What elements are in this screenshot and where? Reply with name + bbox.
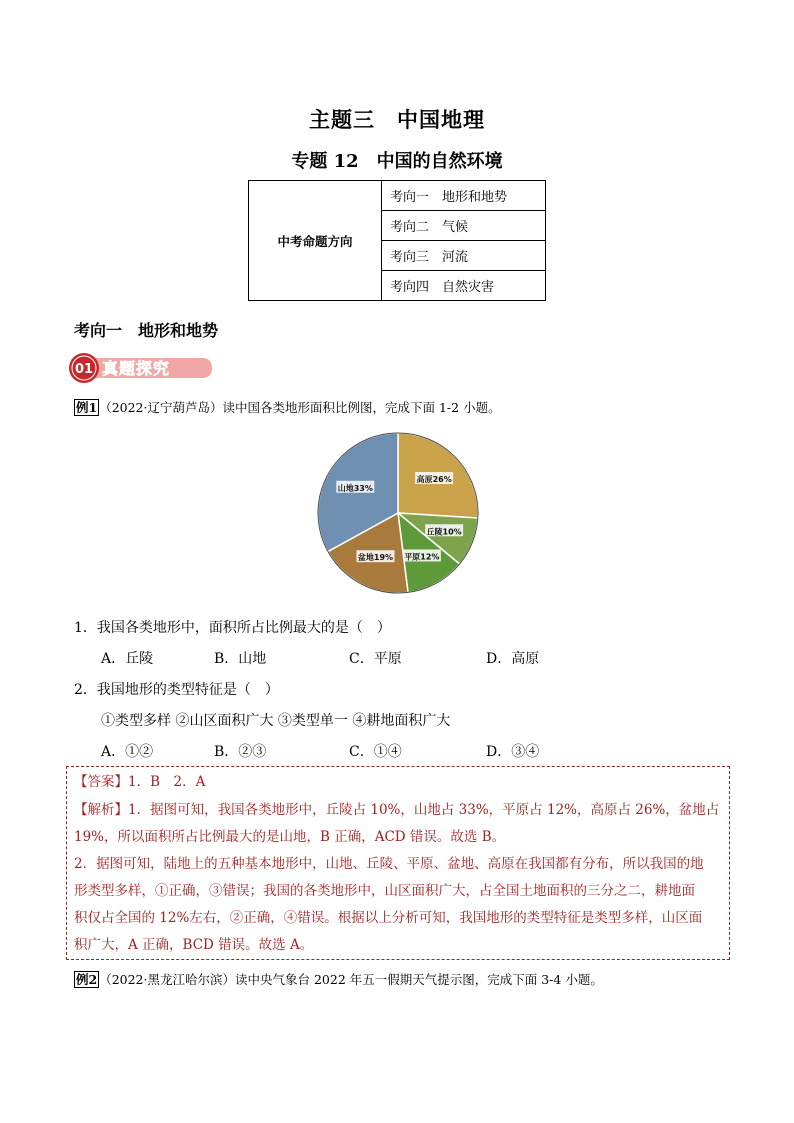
question-2-option: D．③④ — [486, 744, 540, 760]
analysis-line: 积广大，A 正确，BCD 错误。故选 A。 — [74, 937, 314, 953]
banner-number: 01 — [74, 362, 94, 377]
section-heading: 考向一 地形和地势 — [74, 321, 219, 340]
direction-item: 考向一 地形和地势 — [382, 181, 546, 211]
pie-label: 山地33% — [337, 483, 373, 493]
question-2-option: B．②③ — [214, 744, 267, 760]
analysis-line: 2．据图可知，陆地上的五种基本地形中，山地、丘陵、平原、盆地、高原在我国都有分布，所以我国的地 — [74, 856, 704, 872]
direction-item: 考向二 气候 — [382, 211, 546, 241]
analysis-line: 积仅占全国的 12%左右，②正确，④错误。根据以上分析可知，我国地形的类型特征是类型多样，山区面 — [74, 910, 703, 926]
example2-tag: 例2 — [76, 972, 98, 987]
example1-source: （2022·辽宁葫芦岛）读中国各类地形面积比例图，完成下面 1-2 小题。 — [99, 400, 501, 415]
example2-source: （2022·黑龙江哈尔滨）读中央气象台 2022 年五一假期天气提示图，完成下面 3-4 小题。 — [99, 972, 603, 987]
question-1-stem: 1．我国各类地形中，面积所占比例最大的是（ ） — [74, 620, 391, 636]
example1-tag: 例1 — [76, 400, 98, 415]
question-1-option: A．丘陵 — [101, 651, 154, 667]
terrain-pie-chart — [316, 431, 480, 595]
pie-label: 平原12% — [404, 552, 440, 562]
question-2-statements: ①类型多样 ②山区面积广大 ③类型单一 ④耕地面积广大 — [101, 713, 451, 729]
question-1-option: C．平原 — [349, 651, 402, 667]
direction-item: 考向四 自然灾害 — [382, 271, 546, 301]
analysis-line: 形类型多样，①正确，③错误；我国的各类地形中，山区面积广大，占全国土地面积的三分之二，耕地面 — [74, 883, 695, 899]
analysis-line: 19%，所以面积所占比例最大的是山地，B 正确，ACD 错误。故选 B。 — [74, 829, 506, 845]
question-2-option: C．①④ — [349, 744, 402, 760]
section-banner — [68, 352, 214, 384]
example1-line — [74, 398, 501, 416]
question-2-option: A．①② — [101, 744, 154, 760]
analysis-line: 【解析】1．据图可知，我国各类地形中，丘陵占 10%，山地占 33%，平原占 12%，高原占 26%，盆地占 — [74, 802, 720, 818]
pie-label: 丘陵10% — [426, 527, 462, 537]
direction-label: 中考命题方向 — [249, 181, 382, 301]
example2-line — [74, 970, 603, 988]
question-1-option: B．山地 — [214, 651, 267, 667]
page-title: 主题三 中国地理 — [309, 107, 485, 132]
banner-text: 真题探究 — [102, 359, 171, 378]
question-2-stem: 2．我国地形的类型特征是（ ） — [74, 682, 279, 698]
direction-table — [248, 180, 546, 301]
page-subtitle: 专题 12 中国的自然环境 — [291, 151, 503, 172]
direction-item: 考向三 河流 — [382, 241, 546, 271]
answer-line: 【答案】1．B 2．A — [74, 774, 206, 790]
question-1-option: D．高原 — [486, 651, 540, 667]
pie-label: 高原26% — [416, 475, 452, 485]
pie-label: 盆地19% — [357, 553, 394, 563]
